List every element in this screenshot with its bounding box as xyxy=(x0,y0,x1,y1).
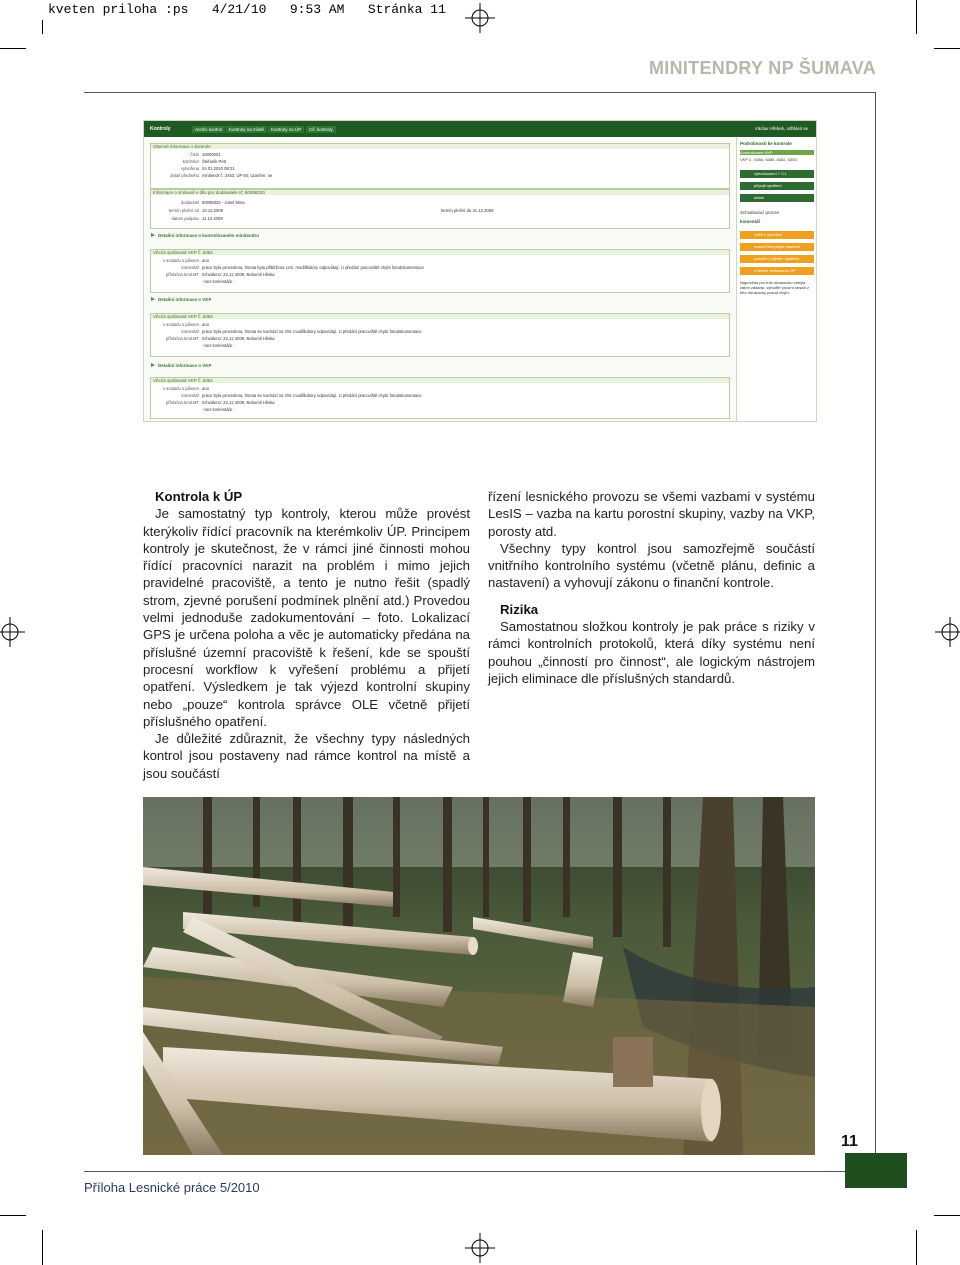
paragraph: Samostatnou složkou kontroly je pak práce s riziky v rámci kontrolních protokolů, která díky systému není pouhou „činností pro činnost“, ale logickým nástrojem jejich eliminace dle příslušných standardů. xyxy=(488,619,815,686)
vkp-block: Věcná správnost VKP č. 6353 v souladu s plánem ano komentář práce byla provedena, hmota se nachází na VM. modifikátory odpovídají. U předání pracoviště chybí fotodokumentace přísločan.kmit.MT schváleno: 22.12.2009, Bohumil Hlinka - bez komentáře - xyxy=(150,313,730,357)
crop-mark xyxy=(916,0,917,34)
crop-mark xyxy=(42,1230,43,1265)
frame-line xyxy=(84,92,876,93)
registration-mark-icon xyxy=(935,617,960,647)
help-text: Nápověda pro tuto obrazovku nebyla zatím zadána, vyhoďte prosím obsah z této obrazovky pokud chybí. xyxy=(740,280,809,295)
crop-mark xyxy=(0,48,26,49)
text-column-left xyxy=(143,488,470,782)
frame-line xyxy=(875,92,876,1172)
app-topbar xyxy=(144,121,816,137)
tab-archiv[interactable]: Archiv kontrol xyxy=(192,126,225,133)
crop-mark xyxy=(934,1215,960,1216)
paragraph: řízení lesnického provozu se všemi vazbami v systému LesIS – vazba na kartu porostní skupiny, vazby na VKP, porosty atd. xyxy=(488,489,815,539)
crop-mark xyxy=(0,1215,26,1216)
close-without-button[interactable]: uzavřít bez přijetí opatření xyxy=(740,243,814,251)
vkp-block: Věcná správnost VKP č. 6354 v souladu s plánem ano komentář práce byla provedena, hmota se nachází na VM. modifikátory odpovídají. U předání pracoviště chybí fotodokumentace přísločan.kmit.MT schváleno: 22.12.2009, Bohumil Hlinka - bez komentáře - xyxy=(150,377,730,419)
page-number: 11 xyxy=(841,1133,858,1150)
tab-cil[interactable]: Cíl. kontroly xyxy=(306,126,336,133)
section-header: Obecné informace o kontrole xyxy=(151,144,729,149)
comment-label: komentář xyxy=(740,219,761,224)
footer-title: Příloha Lesnické práce 5/2010 xyxy=(84,1180,260,1195)
paragraph: Všechny typy kontrol jsou samozřejmě součástí vnitřního kontrolního systému (včetně plánu, definic a nastavení) a vyhovují zákonu o finanční kontrole. xyxy=(488,540,815,591)
tab-na-up[interactable]: Kontroly na ÚP xyxy=(268,126,304,133)
crop-mark xyxy=(42,20,43,34)
section-general: Obecné informace o kontrole číslo 10000001 kontrolor Štefaník Petr vytvořena 04.01.2010 08:21 detail předmětu minitendr č. 2463; ÚP 84; uzavřen: ne xyxy=(150,143,730,189)
app-logo: Kontroly xyxy=(150,126,171,132)
section-contract: Informace o smlouvě v dílu pro dodavatele IČ 60098320 dodavatel 60098320 - Josef Mina termín plnění od 10.12.2009 datum podpisu 11.12.2009 termín plnění do 31.12.2009 xyxy=(150,189,730,229)
app-screenshot xyxy=(143,120,817,422)
registration-mark-icon xyxy=(465,3,495,33)
app-main xyxy=(150,143,730,419)
detail-vkp-link[interactable]: Detailní informace o VKP xyxy=(151,363,212,367)
section-heading: Kontrola k ÚP xyxy=(155,489,243,504)
vkp-block: Věcná správnost VKP č. 6352 v souladu s plánem ano komentář práce byla provedena, hmota byla přiblížena LVS. modifikátory odpovídají. U předání pracoviště chybí fotodokumentace přísločan.kmit.MT schváleno: 22.12.2009, Bohumil Hlinka - bez komentáře - xyxy=(150,249,730,293)
crop-mark xyxy=(934,48,960,49)
return-button[interactable]: vrátit k doplnění xyxy=(740,231,814,239)
running-header: MINITENDRY NP ŠUMAVA xyxy=(648,58,876,78)
section-heading: Rizika xyxy=(500,601,539,617)
page-tab-block xyxy=(845,1153,907,1188)
tab-na-miste[interactable]: Kontroly na místě xyxy=(226,126,267,133)
text-column-right xyxy=(488,488,815,687)
evaluate-button[interactable]: vyhodnocení + C1 xyxy=(740,170,814,178)
registration-mark-icon xyxy=(465,1233,495,1263)
print-slug: kveten priloha :ps 4/21/10 9:53 AM Stránka 11 xyxy=(48,2,446,17)
close-with-button[interactable]: uzavřít s přijetím opatření xyxy=(740,255,814,263)
user-logout[interactable]: Václav Hřebek, odhlásit se xyxy=(754,126,808,131)
detail-button[interactable]: detail xyxy=(740,194,814,202)
frame-line xyxy=(84,1171,876,1172)
to-manager-button[interactable]: k řešení vedoucímu ÚP xyxy=(740,267,814,275)
attach-measure-button[interactable]: připojit opatření xyxy=(740,182,814,190)
section-header: Informace o smlouvě v dílu pro dodavatele IČ 60098320 xyxy=(151,190,729,195)
detail-minitendr-link[interactable]: Detailní informace o kontrolovaném minitendru xyxy=(151,233,259,237)
paragraph: Je samostatný typ kontroly, kterou může provést kterýkoliv řídící pracovník na kterémkoliv ÚP. Principem kontroly je skutečnost, že v rámci jiné činnosti mohou řídící pracovníci narazit na problém i mimo jejich pravidelné pracoviště, a tento je nutno řešit (spadlý strom, zjevné porušení podmínek plnění atd.) Provedou velmi jednoduše zadokumentování – foto. Lokalizací GPS je určena poloha a věc je automaticky předána na příslušné územní pracoviště k řešení, kde se spouští procesní workflow k vyřešení problému a přijetí opatření. Výsledkem je tak výjezd kontrolní skupiny nebo „pouze“ kontrola správce OLE včetně přijetí příslušného opatření. xyxy=(143,506,470,729)
forest-photo xyxy=(143,797,815,1155)
detail-vkp-link[interactable]: Detailní informace o VKP xyxy=(151,297,212,301)
app-sidebar: Podrobnosti ke kontrole Kontrolované VKP VKP č.: 6354, 6355, 6352, 6353, vyhodnocení + C1 připojit opatření detail Schvalovací proces komentář vrátit k doplnění uzavřít bez přijetí opatření uzavřít s přijetím opatření k řešení vedoucímu ÚP Nápověda pro tuto obrazovku nebyla zatím zadána, vyhoďte prosím obsah z této obrazovky pokud chybí. xyxy=(736,137,817,421)
paragraph: Je důležité zdůraznit, že všechny typy následných kontrol jsou postaveny nad rámce kontrol na místě a jsou součástí xyxy=(143,731,470,781)
crop-mark xyxy=(916,1230,917,1265)
registration-mark-icon xyxy=(0,617,25,647)
